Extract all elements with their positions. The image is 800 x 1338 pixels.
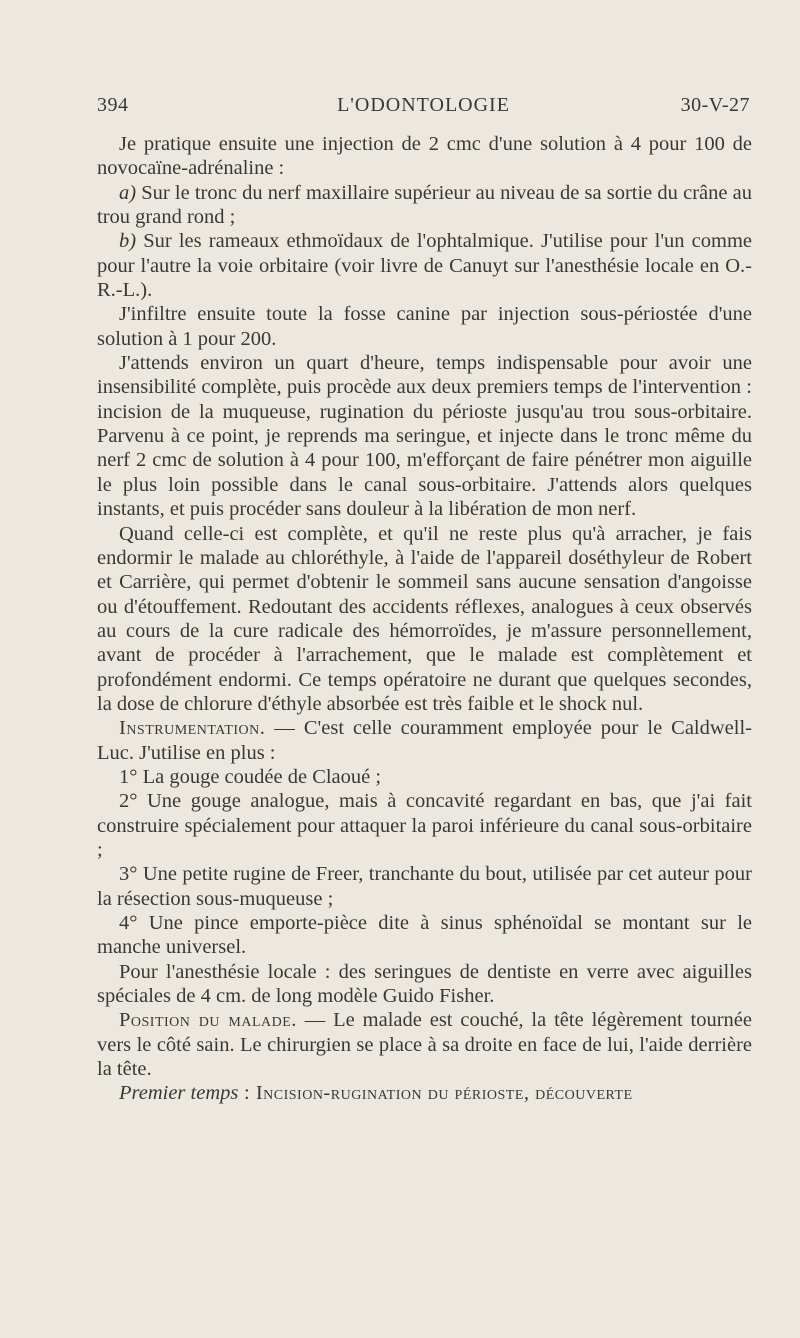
list-marker: a): [119, 181, 137, 204]
list-item: 4° Une pince emporte-pièce dite à sinus sphénoïdal se montant sur le manche universel.: [97, 912, 752, 959]
list-item: 1° La gouge coudée de Claoué ;: [119, 765, 382, 788]
paragraph-text: Sur les rameaux ethmoïdaux de l'ophtalmique. J'utilise pour l'un comme pour l'autre la voie orbitaire (voir livre de Canuyt sur l'anesthésie locale en O.-R.-L.).: [97, 230, 752, 302]
section-heading: Position du malade.: [119, 1009, 297, 1032]
list-item: 2° Une gouge analogue, mais à concavité regardant en bas, que j'ai fait construire spécialement pour attaquer la paroi inférieure du canal sous-orbitaire ;: [97, 790, 752, 861]
paragraph-text: Sur le tronc du nerf maxillaire supérieur au niveau de sa sortie du crâne au trou grand rond ;: [97, 181, 752, 229]
paragraph: Quand celle-ci est complète, et qu'il ne reste plus qu'à arracher, je fais endormir le malade au chloréthyle, à l'aide de l'appareil doséthyleur de Robert et Carrière, qui permet d'obtenir le sommeil sans aucune sensation d'angoisse ou d'étouffement. Redoutant des accidents réflexes, analogues à ceux observés au cours de la cure radicale des hémorroïdes, je m'assure personnellement, avant de procéder à l'arrachement, que le malade est complètement et profondément endormi. Ce temps opératoire ne durant que quelques secondes, la dose de chlorure d'éthyle absorbée est très faible et le shock nul.: [97, 522, 752, 715]
paragraph: [97, 229, 752, 302]
paragraph: J'infiltre ensuite toute la fosse canine par injection sous-périostée d'une solution à 1 pour 200.: [97, 303, 752, 350]
paragraph: J'attends environ un quart d'heure, temps indispensable pour avoir une insensibilité complète, puis procède aux deux premiers temps de l'intervention : incision de la muqueuse, rugination du périoste jusqu'au trou sous-orbitaire. Parvenu à ce point, je reprends ma seringue, et injecte dans le tronc même du nerf 2 cmc de solution à 4 pour 100, m'efforçant de faire pénétrer mon aiguille le plus loin possible dans le canal sous-orbitaire. J'attends alors quelques instants, et puis procéder sans douleur à la libération de mon nerf.: [97, 352, 752, 521]
journal-title: L'ODONTOLOGIE: [337, 94, 510, 116]
paragraph: Pour l'anesthésie locale : des seringues de dentiste en verre avec aiguilles spéciales de 4 cm. de long modèle Guido Fisher.: [97, 960, 752, 1008]
paragraph: Je pratique ensuite une injection de 2 cmc d'une solution à 4 pour 100 de novocaïne-adrénaline :: [97, 133, 752, 180]
list-marker: b): [119, 230, 137, 253]
paragraph-text: — Le malade est couché, la tête légèrement tournée vers le côté sain. Le chirurgien se place à sa droite en face de lui, l'aide derrière la tête.: [97, 1009, 752, 1081]
body-text: [97, 132, 752, 1106]
paragraph: [97, 1008, 752, 1081]
page-number: 394: [97, 94, 129, 116]
issue-date: 30-V-27: [680, 94, 750, 116]
list-item: 3° Une petite rugine de Freer, tranchante du bout, utilisée par cet auteur pour la résection sous-muqueuse ;: [97, 863, 752, 910]
running-header: [97, 94, 750, 124]
paragraph: [97, 716, 752, 765]
paragraph: [97, 1081, 752, 1105]
paragraph: [97, 181, 752, 230]
paragraph-text: — C'est celle couramment employée pour le Caldwell-Luc. J'utilise en plus :: [97, 717, 752, 764]
section-heading: Premier temps: [119, 1082, 239, 1105]
paragraph-text: : Incision-rugination du périoste, découverte: [238, 1082, 633, 1105]
section-heading: Instrumentation.: [119, 717, 266, 740]
